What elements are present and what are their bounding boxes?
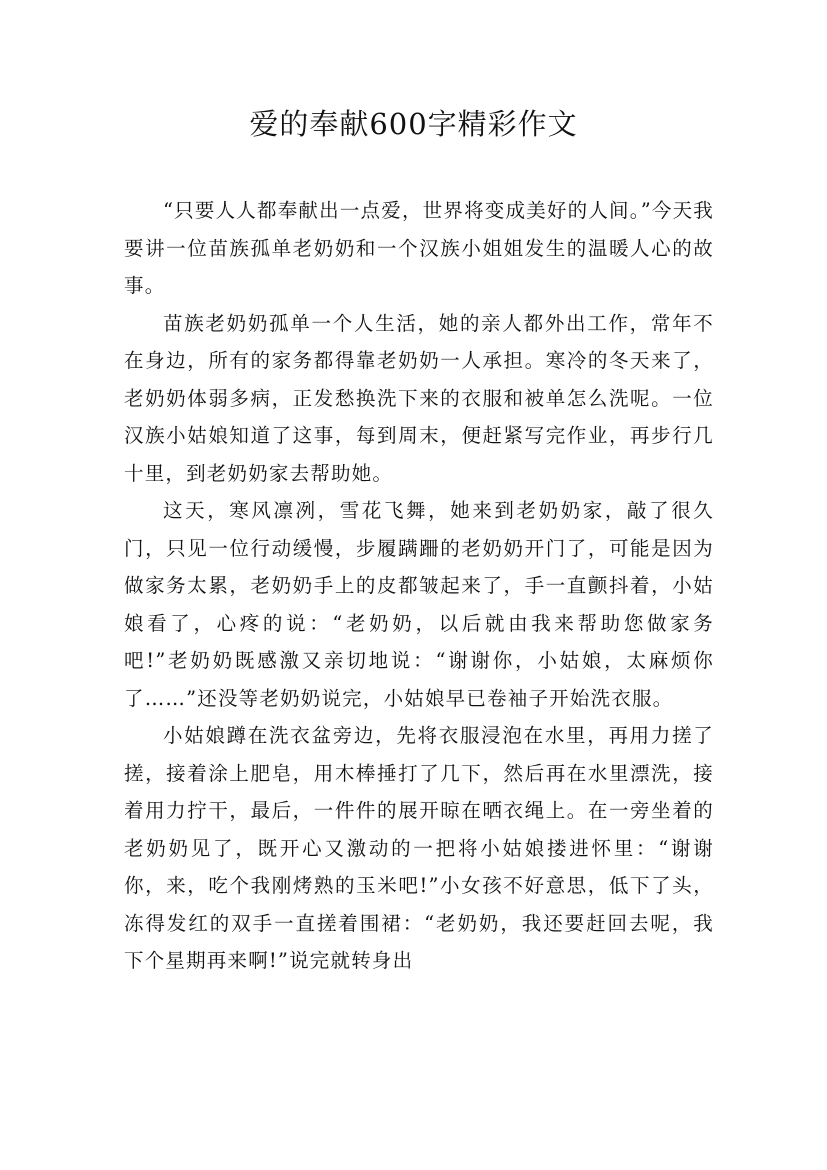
paragraph-2: 苗族老奶奶孤单一个人生活，她的亲人都外出工作，常年不在身边，所有的家务都得靠老奶奶一人承担。寒冷的冬天来了，老奶奶体弱多病，正发愁换洗下来的衣服和被单怎么洗呢。一位汉族小姑娘知道了这事，每到周末，便赶紧写完作业，再步行几十里，到老奶奶家去帮助她。: [124, 311, 714, 485]
paragraph-3: 这天，寒风凛冽，雪花飞舞，她来到老奶奶家，敲了很久门，只见一位行动缓慢，步履蹒跚的老奶奶开门了，可能是因为做家务太累，老奶奶手上的皮都皱起来了，手一直颤抖着，小姑娘看了，心疼的说：“老奶奶，以后就由我来帮助您做家务吧!”老奶奶既感激又亲切地说：“谢谢你，小姑娘，太麻烦你了……”还没等老奶奶说完，小姑娘早已卷袖子开始洗衣服。: [124, 499, 714, 710]
document-body: [124, 192, 714, 980]
document-title: 爱的奉献600字精彩作文: [249, 107, 578, 141]
paragraph-1: “只要人人都奉献出一点爱，世界将变成美好的人间。”今天我要讲一位苗族孤单老奶奶和一个汉族小姐姐发生的温暖人心的故事。: [124, 199, 714, 297]
paragraph-4: 小姑娘蹲在洗衣盆旁边，先将衣服浸泡在水里，再用力搓了搓，接着涂上肥皂，用木棒捶打了几下，然后再在水里漂洗，接着用力拧干，最后，一件件的展开晾在晒衣绳上。在一旁坐着的老奶奶见了，既开心又激动的一把将小姑娘搂进怀里：“谢谢你，来，吃个我刚烤熟的玉米吧!”小女孩不好意思，低下了头，冻得发红的双手一直搓着围裙：“老奶奶，我还要赶回去呢，我下个星期再来啊!”说完就转身出: [124, 724, 714, 972]
